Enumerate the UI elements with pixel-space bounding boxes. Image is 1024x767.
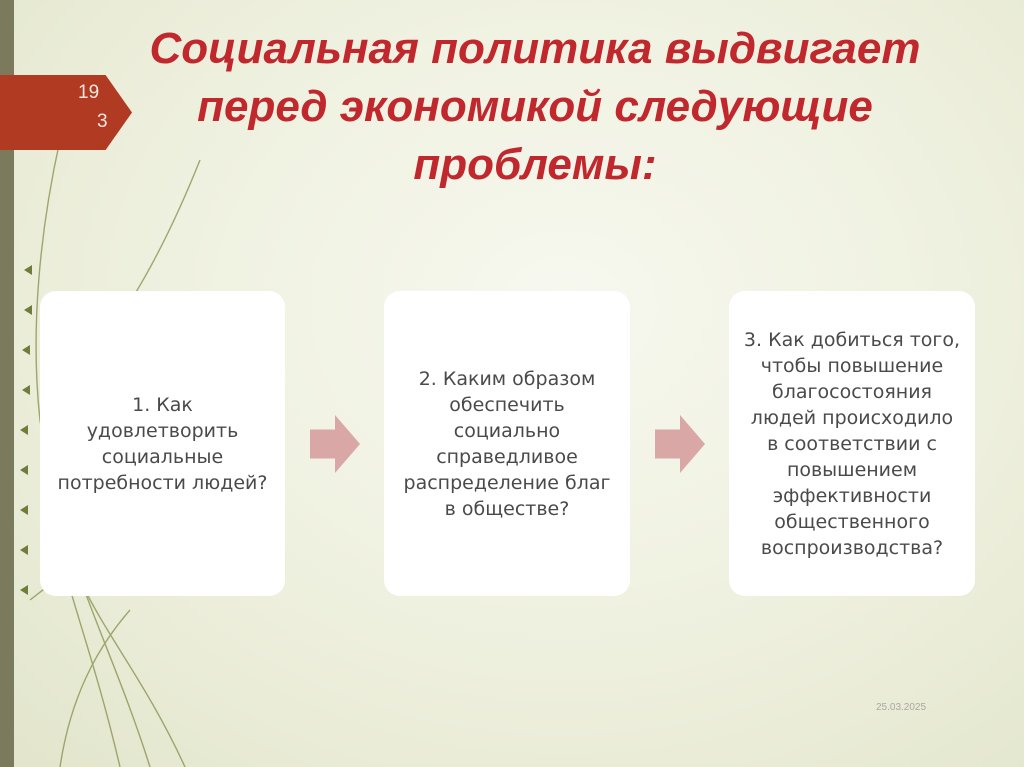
step-card-2 — [384, 291, 630, 596]
step-card-3 — [729, 291, 975, 596]
arrow-right-icon — [310, 415, 360, 473]
step-text-2: 2. Каким образом обеспечить социально справедливое распределение благ в обществе? — [403, 367, 611, 520]
step-text-3: 3. Как добиться того, чтобы повышение благосостояния людей происходило в соответствии с повышением эффективности общественного воспроизводства? — [743, 328, 961, 559]
slide-number — [78, 78, 122, 136]
slide-date: 25.03.2025 — [876, 702, 927, 713]
slide-number-line2: 3 — [97, 111, 108, 132]
step-card-1 — [40, 291, 285, 596]
step-text-1: 1. Как удовлетворить социальные потребности людей? — [57, 393, 268, 494]
slide-title: Социальная политика выдвигает перед экономикой следующие проблемы: — [149, 24, 921, 189]
arrow-right-icon — [655, 415, 705, 473]
slide-number-line1: 19 — [78, 82, 100, 103]
